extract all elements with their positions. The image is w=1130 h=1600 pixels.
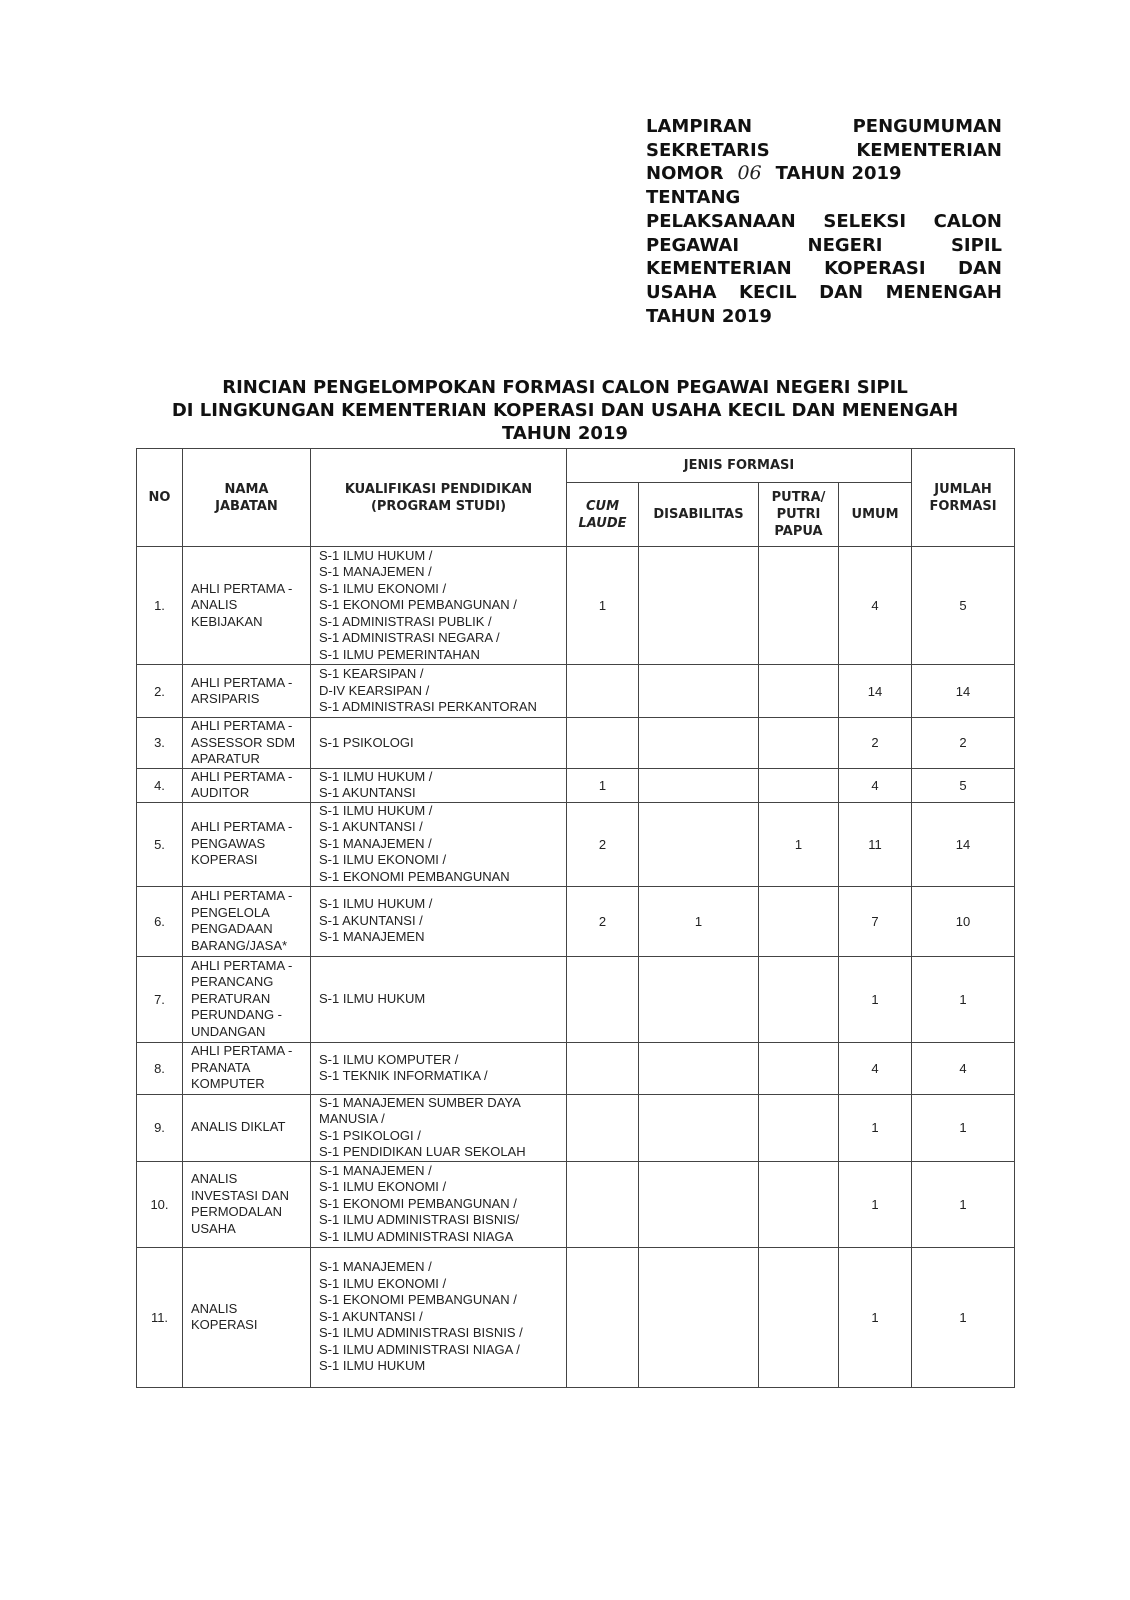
header-text: NAMA bbox=[224, 481, 269, 497]
kualifikasi-line: S-1 ADMINISTRASI NEGARA / bbox=[319, 630, 500, 646]
header-text: JUMLAH bbox=[934, 481, 992, 497]
jabatan-line: KOPERASI bbox=[191, 852, 258, 868]
jabatan-line: ANALIS bbox=[191, 1171, 238, 1186]
kualifikasi-cell bbox=[311, 1247, 567, 1387]
disabilitas-cell bbox=[639, 665, 759, 718]
formasi-table bbox=[136, 448, 1015, 1388]
jumlah-cell: 14 bbox=[912, 802, 1015, 886]
jabatan-line: PENGAWAS bbox=[191, 835, 266, 851]
kualifikasi-line: S-1 ILMU ADMINISTRASI NIAGA bbox=[319, 1228, 514, 1244]
kualifikasi-line: S-1 EKONOMI PEMBANGUNAN / bbox=[319, 1195, 517, 1211]
jabatan-line: BARANG/JASA* bbox=[191, 937, 288, 953]
jabatan-line: KEBIJAKAN bbox=[191, 613, 263, 629]
lampiran-line-6 bbox=[646, 234, 1002, 258]
jabatan-line: KOPERASI bbox=[191, 1317, 258, 1332]
jabatan-line: INVESTASI DAN bbox=[191, 1187, 290, 1203]
handwritten-number: 06 bbox=[737, 162, 762, 185]
umum-cell: 1 bbox=[839, 1247, 912, 1387]
kualifikasi-line: S-1 PENDIDIKAN LUAR SEKOLAH bbox=[319, 1144, 526, 1159]
table-row bbox=[137, 768, 1015, 802]
papua-cell bbox=[759, 1094, 839, 1161]
nomor-label: NOMOR bbox=[646, 163, 724, 185]
table-row bbox=[137, 802, 1015, 886]
row-number: 9. bbox=[137, 1094, 183, 1161]
jabatan-line: AHLI PERTAMA - bbox=[191, 819, 293, 835]
kualifikasi-cell bbox=[311, 802, 567, 886]
cum-laude-cell bbox=[567, 665, 639, 718]
kualifikasi-line: S-1 AKUNTANSI bbox=[319, 785, 416, 800]
papua-cell bbox=[759, 1042, 839, 1094]
word: KOPERASI bbox=[824, 258, 926, 280]
jabatan-line: AHLI PERTAMA - bbox=[191, 957, 293, 973]
disabilitas-cell: 1 bbox=[639, 886, 759, 956]
row-number: 11. bbox=[137, 1247, 183, 1387]
word: MENENGAH bbox=[885, 281, 1002, 303]
header-umum: UMUM bbox=[839, 483, 912, 547]
jumlah-cell: 1 bbox=[912, 1094, 1015, 1161]
kualifikasi-cell bbox=[311, 768, 567, 802]
kualifikasi-line: D-IV KEARSIPAN / bbox=[319, 682, 430, 698]
jabatan-cell bbox=[183, 768, 311, 802]
jabatan-line: ANALIS DIKLAT bbox=[191, 1119, 286, 1135]
lampiran-line-1 bbox=[646, 115, 1002, 139]
kualifikasi-cell bbox=[311, 718, 567, 769]
umum-cell: 4 bbox=[839, 547, 912, 665]
lampiran-line-9 bbox=[646, 305, 1002, 329]
table-body bbox=[137, 547, 1015, 1388]
jabatan-line: ASSESSOR SDM bbox=[191, 734, 296, 750]
jabatan-line: KOMPUTER bbox=[191, 1076, 265, 1092]
row-number: 6. bbox=[137, 886, 183, 956]
kualifikasi-line: S-1 EKONOMI PEMBANGUNAN bbox=[319, 868, 510, 884]
kualifikasi-cell bbox=[311, 1042, 567, 1094]
jumlah-cell: 5 bbox=[912, 768, 1015, 802]
jumlah-cell: 1 bbox=[912, 1247, 1015, 1387]
jabatan-line: APARATUR bbox=[191, 751, 260, 766]
umum-cell: 1 bbox=[839, 1094, 912, 1161]
kualifikasi-cell bbox=[311, 956, 567, 1042]
jabatan-line: PENGADAAN bbox=[191, 921, 273, 936]
lampiran-label: LAMPIRAN bbox=[646, 116, 753, 137]
kualifikasi-line: S-1 AKUNTANSI / bbox=[319, 819, 423, 835]
kualifikasi-line: S-1 MANAJEMEN / bbox=[319, 1259, 432, 1275]
table-row bbox=[137, 1247, 1015, 1387]
kualifikasi-cell bbox=[311, 547, 567, 665]
row-number: 10. bbox=[137, 1161, 183, 1247]
disabilitas-cell bbox=[639, 547, 759, 665]
jabatan-line: ANALIS bbox=[191, 1300, 238, 1316]
header-text: PAPUA bbox=[774, 524, 823, 539]
word: SELEKSI bbox=[823, 210, 907, 232]
kualifikasi-line: S-1 AKUNTANSI / bbox=[319, 1308, 423, 1324]
word: KEMENTERIAN bbox=[646, 258, 792, 280]
word: SIPIL bbox=[950, 234, 1002, 256]
lampiran-line-2 bbox=[646, 139, 1002, 163]
jabatan-cell bbox=[183, 665, 311, 718]
cum-laude-cell: 1 bbox=[567, 768, 639, 802]
word: PELAKSANAAN bbox=[646, 210, 796, 232]
word: USAHA bbox=[646, 281, 717, 303]
papua-cell bbox=[759, 718, 839, 769]
jabatan-line: UNDANGAN bbox=[191, 1023, 266, 1039]
header-jenis-formasi: JENIS FORMASI bbox=[567, 449, 912, 483]
kualifikasi-line: S-1 ILMU EKONOMI / bbox=[319, 580, 447, 596]
jabatan-cell bbox=[183, 1247, 311, 1387]
papua-cell bbox=[759, 1247, 839, 1387]
jabatan-cell bbox=[183, 1161, 311, 1247]
word: NEGERI bbox=[807, 234, 883, 256]
header-jumlah-formasi bbox=[912, 449, 1015, 547]
papua-cell bbox=[759, 1161, 839, 1247]
row-number: 5. bbox=[137, 802, 183, 886]
jabatan-line: AHLI PERTAMA - bbox=[191, 768, 293, 784]
kualifikasi-line: S-1 ILMU HUKUM / bbox=[319, 802, 433, 818]
word: PEGAWAI bbox=[646, 234, 740, 256]
tentang-label: TENTANG bbox=[646, 187, 741, 209]
jabatan-line: AHLI PERTAMA - bbox=[191, 718, 293, 733]
umum-cell: 1 bbox=[839, 956, 912, 1042]
lampiran-line-7 bbox=[646, 257, 1002, 281]
header-text: PUTRA/ bbox=[771, 490, 826, 505]
sekretaris-label: SEKRETARIS bbox=[646, 139, 770, 161]
kualifikasi-line: S-1 MANAJEMEN SUMBER DAYA bbox=[319, 1094, 521, 1110]
row-number: 4. bbox=[137, 768, 183, 802]
kualifikasi-line: S-1 MANAJEMEN / bbox=[319, 1162, 432, 1178]
cum-laude-cell bbox=[567, 1247, 639, 1387]
title-line-2: DI LINGKUNGAN KEMENTERIAN KOPERASI DAN USAHA KECIL DAN MENENGAH bbox=[171, 400, 959, 421]
disabilitas-cell bbox=[639, 802, 759, 886]
kualifikasi-line: S-1 ILMU HUKUM bbox=[319, 990, 426, 1006]
kualifikasi-line: S-1 ILMU EKONOMI / bbox=[319, 1275, 447, 1291]
header-text: LAUDE bbox=[578, 515, 627, 531]
header-no: NO bbox=[137, 449, 183, 547]
kualifikasi-line: S-1 PSIKOLOGI / bbox=[319, 1127, 421, 1143]
umum-cell: 7 bbox=[839, 886, 912, 956]
jabatan-line: AUDITOR bbox=[191, 785, 250, 800]
disabilitas-cell bbox=[639, 1247, 759, 1387]
kualifikasi-line: S-1 ILMU EKONOMI / bbox=[319, 852, 447, 868]
cum-laude-cell bbox=[567, 718, 639, 769]
kualifikasi-cell bbox=[311, 1161, 567, 1247]
disabilitas-cell bbox=[639, 956, 759, 1042]
jabatan-cell bbox=[183, 1094, 311, 1161]
kualifikasi-line: S-1 ILMU KOMPUTER / bbox=[319, 1051, 459, 1067]
header-text: JABATAN bbox=[215, 498, 278, 514]
disabilitas-cell bbox=[639, 1042, 759, 1094]
pengumuman-label: PENGUMUMAN bbox=[852, 116, 1002, 137]
jabatan-cell bbox=[183, 547, 311, 665]
kualifikasi-line: S-1 MANAJEMEN / bbox=[319, 835, 432, 851]
umum-cell: 4 bbox=[839, 1042, 912, 1094]
jumlah-cell: 10 bbox=[912, 886, 1015, 956]
disabilitas-cell bbox=[639, 1094, 759, 1161]
kualifikasi-line: S-1 TEKNIK INFORMATIKA / bbox=[319, 1068, 488, 1083]
jabatan-line: AHLI PERTAMA - bbox=[191, 888, 293, 903]
kualifikasi-line: S-1 KEARSIPAN / bbox=[319, 666, 424, 682]
title-line-3: TAHUN 2019 bbox=[502, 423, 628, 444]
kualifikasi-line: MANUSIA / bbox=[319, 1111, 385, 1126]
umum-cell: 11 bbox=[839, 802, 912, 886]
jabatan-line: PRANATA bbox=[191, 1059, 251, 1075]
jumlah-cell: 5 bbox=[912, 547, 1015, 665]
kualifikasi-line: S-1 ADMINISTRASI PUBLIK / bbox=[319, 613, 492, 629]
header-text: FORMASI bbox=[929, 498, 997, 514]
jabatan-line: AHLI PERTAMA - bbox=[191, 674, 293, 690]
cum-laude-cell: 1 bbox=[567, 547, 639, 665]
header-cum-laude bbox=[567, 483, 639, 547]
disabilitas-cell bbox=[639, 768, 759, 802]
jumlah-cell: 4 bbox=[912, 1042, 1015, 1094]
jabatan-line: ANALIS bbox=[191, 597, 238, 613]
table-row bbox=[137, 886, 1015, 956]
cum-laude-cell bbox=[567, 956, 639, 1042]
kualifikasi-line: S-1 MANAJEMEN / bbox=[319, 564, 432, 580]
lampiran-line-8 bbox=[646, 281, 1002, 305]
header-disabilitas: DISABILITAS bbox=[639, 483, 759, 547]
jumlah-cell: 2 bbox=[912, 718, 1015, 769]
header-kualifikasi bbox=[311, 449, 567, 547]
kualifikasi-line: S-1 ILMU HUKUM / bbox=[319, 768, 433, 784]
table-row bbox=[137, 956, 1015, 1042]
row-number: 8. bbox=[137, 1042, 183, 1094]
header-nama-jabatan bbox=[183, 449, 311, 547]
kementerian-label: KEMENTERIAN bbox=[856, 139, 1002, 161]
umum-cell: 2 bbox=[839, 718, 912, 769]
kualifikasi-line: S-1 EKONOMI PEMBANGUNAN / bbox=[319, 1292, 517, 1308]
kualifikasi-cell bbox=[311, 665, 567, 718]
disabilitas-cell bbox=[639, 1161, 759, 1247]
jabatan-line: ARSIPARIS bbox=[191, 691, 260, 706]
disabilitas-cell bbox=[639, 718, 759, 769]
table-row bbox=[137, 665, 1015, 718]
row-number: 2. bbox=[137, 665, 183, 718]
cum-laude-cell: 2 bbox=[567, 886, 639, 956]
jumlah-cell: 1 bbox=[912, 956, 1015, 1042]
document-title bbox=[130, 376, 1000, 445]
papua-cell bbox=[759, 665, 839, 718]
lampiran-line-3 bbox=[646, 162, 1002, 186]
cum-laude-cell bbox=[567, 1042, 639, 1094]
kualifikasi-line: S-1 ILMU HUKUM bbox=[319, 1358, 426, 1374]
jabatan-cell bbox=[183, 802, 311, 886]
papua-cell bbox=[759, 956, 839, 1042]
jabatan-cell bbox=[183, 886, 311, 956]
papua-cell bbox=[759, 886, 839, 956]
jumlah-cell: 14 bbox=[912, 665, 1015, 718]
papua-cell bbox=[759, 768, 839, 802]
row-number: 3. bbox=[137, 718, 183, 769]
umum-cell: 14 bbox=[839, 665, 912, 718]
jabatan-cell bbox=[183, 1042, 311, 1094]
kualifikasi-line: S-1 ILMU ADMINISTRASI BISNIS/ bbox=[319, 1212, 520, 1228]
umum-cell: 4 bbox=[839, 768, 912, 802]
header-text: PUTRI bbox=[776, 507, 821, 522]
cum-laude-cell bbox=[567, 1094, 639, 1161]
table-row bbox=[137, 1042, 1015, 1094]
kualifikasi-cell bbox=[311, 1094, 567, 1161]
lampiran-header bbox=[646, 115, 1002, 328]
kualifikasi-line: S-1 EKONOMI PEMBANGUNAN / bbox=[319, 597, 517, 613]
jabatan-cell bbox=[183, 718, 311, 769]
kualifikasi-cell bbox=[311, 886, 567, 956]
header-text: CUM bbox=[585, 498, 620, 514]
papua-cell: 1 bbox=[759, 802, 839, 886]
jabatan-line: PERMODALAN bbox=[191, 1204, 283, 1219]
cum-laude-cell bbox=[567, 1161, 639, 1247]
word: DAN bbox=[958, 258, 1002, 280]
kualifikasi-line: S-1 ADMINISTRASI PERKANTORAN bbox=[319, 699, 537, 715]
kualifikasi-line: S-1 AKUNTANSI / bbox=[319, 912, 423, 928]
kualifikasi-line: S-1 ILMU PEMERINTAHAN bbox=[319, 646, 480, 662]
papua-cell bbox=[759, 547, 839, 665]
table-row bbox=[137, 1094, 1015, 1161]
jabatan-line: PERANCANG bbox=[191, 974, 274, 990]
jabatan-line: USAHA bbox=[191, 1220, 236, 1236]
table-row bbox=[137, 1161, 1015, 1247]
header-text: KUALIFIKASI PENDIDIKAN bbox=[344, 481, 533, 497]
title-line-1: RINCIAN PENGELOMPOKAN FORMASI CALON PEGAWAI NEGERI SIPIL bbox=[222, 377, 908, 398]
jabatan-line: AHLI PERTAMA - bbox=[191, 580, 293, 596]
table-row bbox=[137, 718, 1015, 769]
umum-cell: 1 bbox=[839, 1161, 912, 1247]
header-text: (PROGRAM STUDI) bbox=[370, 498, 507, 514]
kualifikasi-line: S-1 ILMU HUKUM / bbox=[319, 547, 433, 563]
kualifikasi-line: S-1 ILMU HUKUM / bbox=[319, 896, 433, 912]
row-number: 1. bbox=[137, 547, 183, 665]
kualifikasi-line: S-1 ILMU ADMINISTRASI BISNIS / bbox=[319, 1325, 523, 1341]
kualifikasi-line: S-1 MANAJEMEN bbox=[319, 929, 425, 945]
tahun-line: TAHUN 2019 bbox=[646, 305, 772, 327]
lampiran-line-5 bbox=[646, 210, 1002, 234]
kualifikasi-line: S-1 ILMU EKONOMI / bbox=[319, 1179, 447, 1195]
cum-laude-cell: 2 bbox=[567, 802, 639, 886]
word: CALON bbox=[933, 210, 1002, 232]
row-number: 7. bbox=[137, 956, 183, 1042]
kualifikasi-line: S-1 ILMU ADMINISTRASI NIAGA / bbox=[319, 1341, 520, 1357]
jabatan-line: PERUNDANG - bbox=[191, 1007, 283, 1023]
word: DAN bbox=[819, 281, 864, 303]
kualifikasi-line: S-1 PSIKOLOGI bbox=[319, 734, 414, 750]
table-row bbox=[137, 547, 1015, 665]
jabatan-line: AHLI PERTAMA - bbox=[191, 1043, 293, 1059]
header-papua bbox=[759, 483, 839, 547]
jabatan-line: PERATURAN bbox=[191, 990, 271, 1006]
jabatan-cell bbox=[183, 956, 311, 1042]
word: KECIL bbox=[739, 281, 797, 303]
jumlah-cell: 1 bbox=[912, 1161, 1015, 1247]
lampiran-line-4 bbox=[646, 186, 1002, 210]
jabatan-line: PENGELOLA bbox=[191, 904, 270, 920]
tahun-label: TAHUN 2019 bbox=[775, 163, 902, 185]
